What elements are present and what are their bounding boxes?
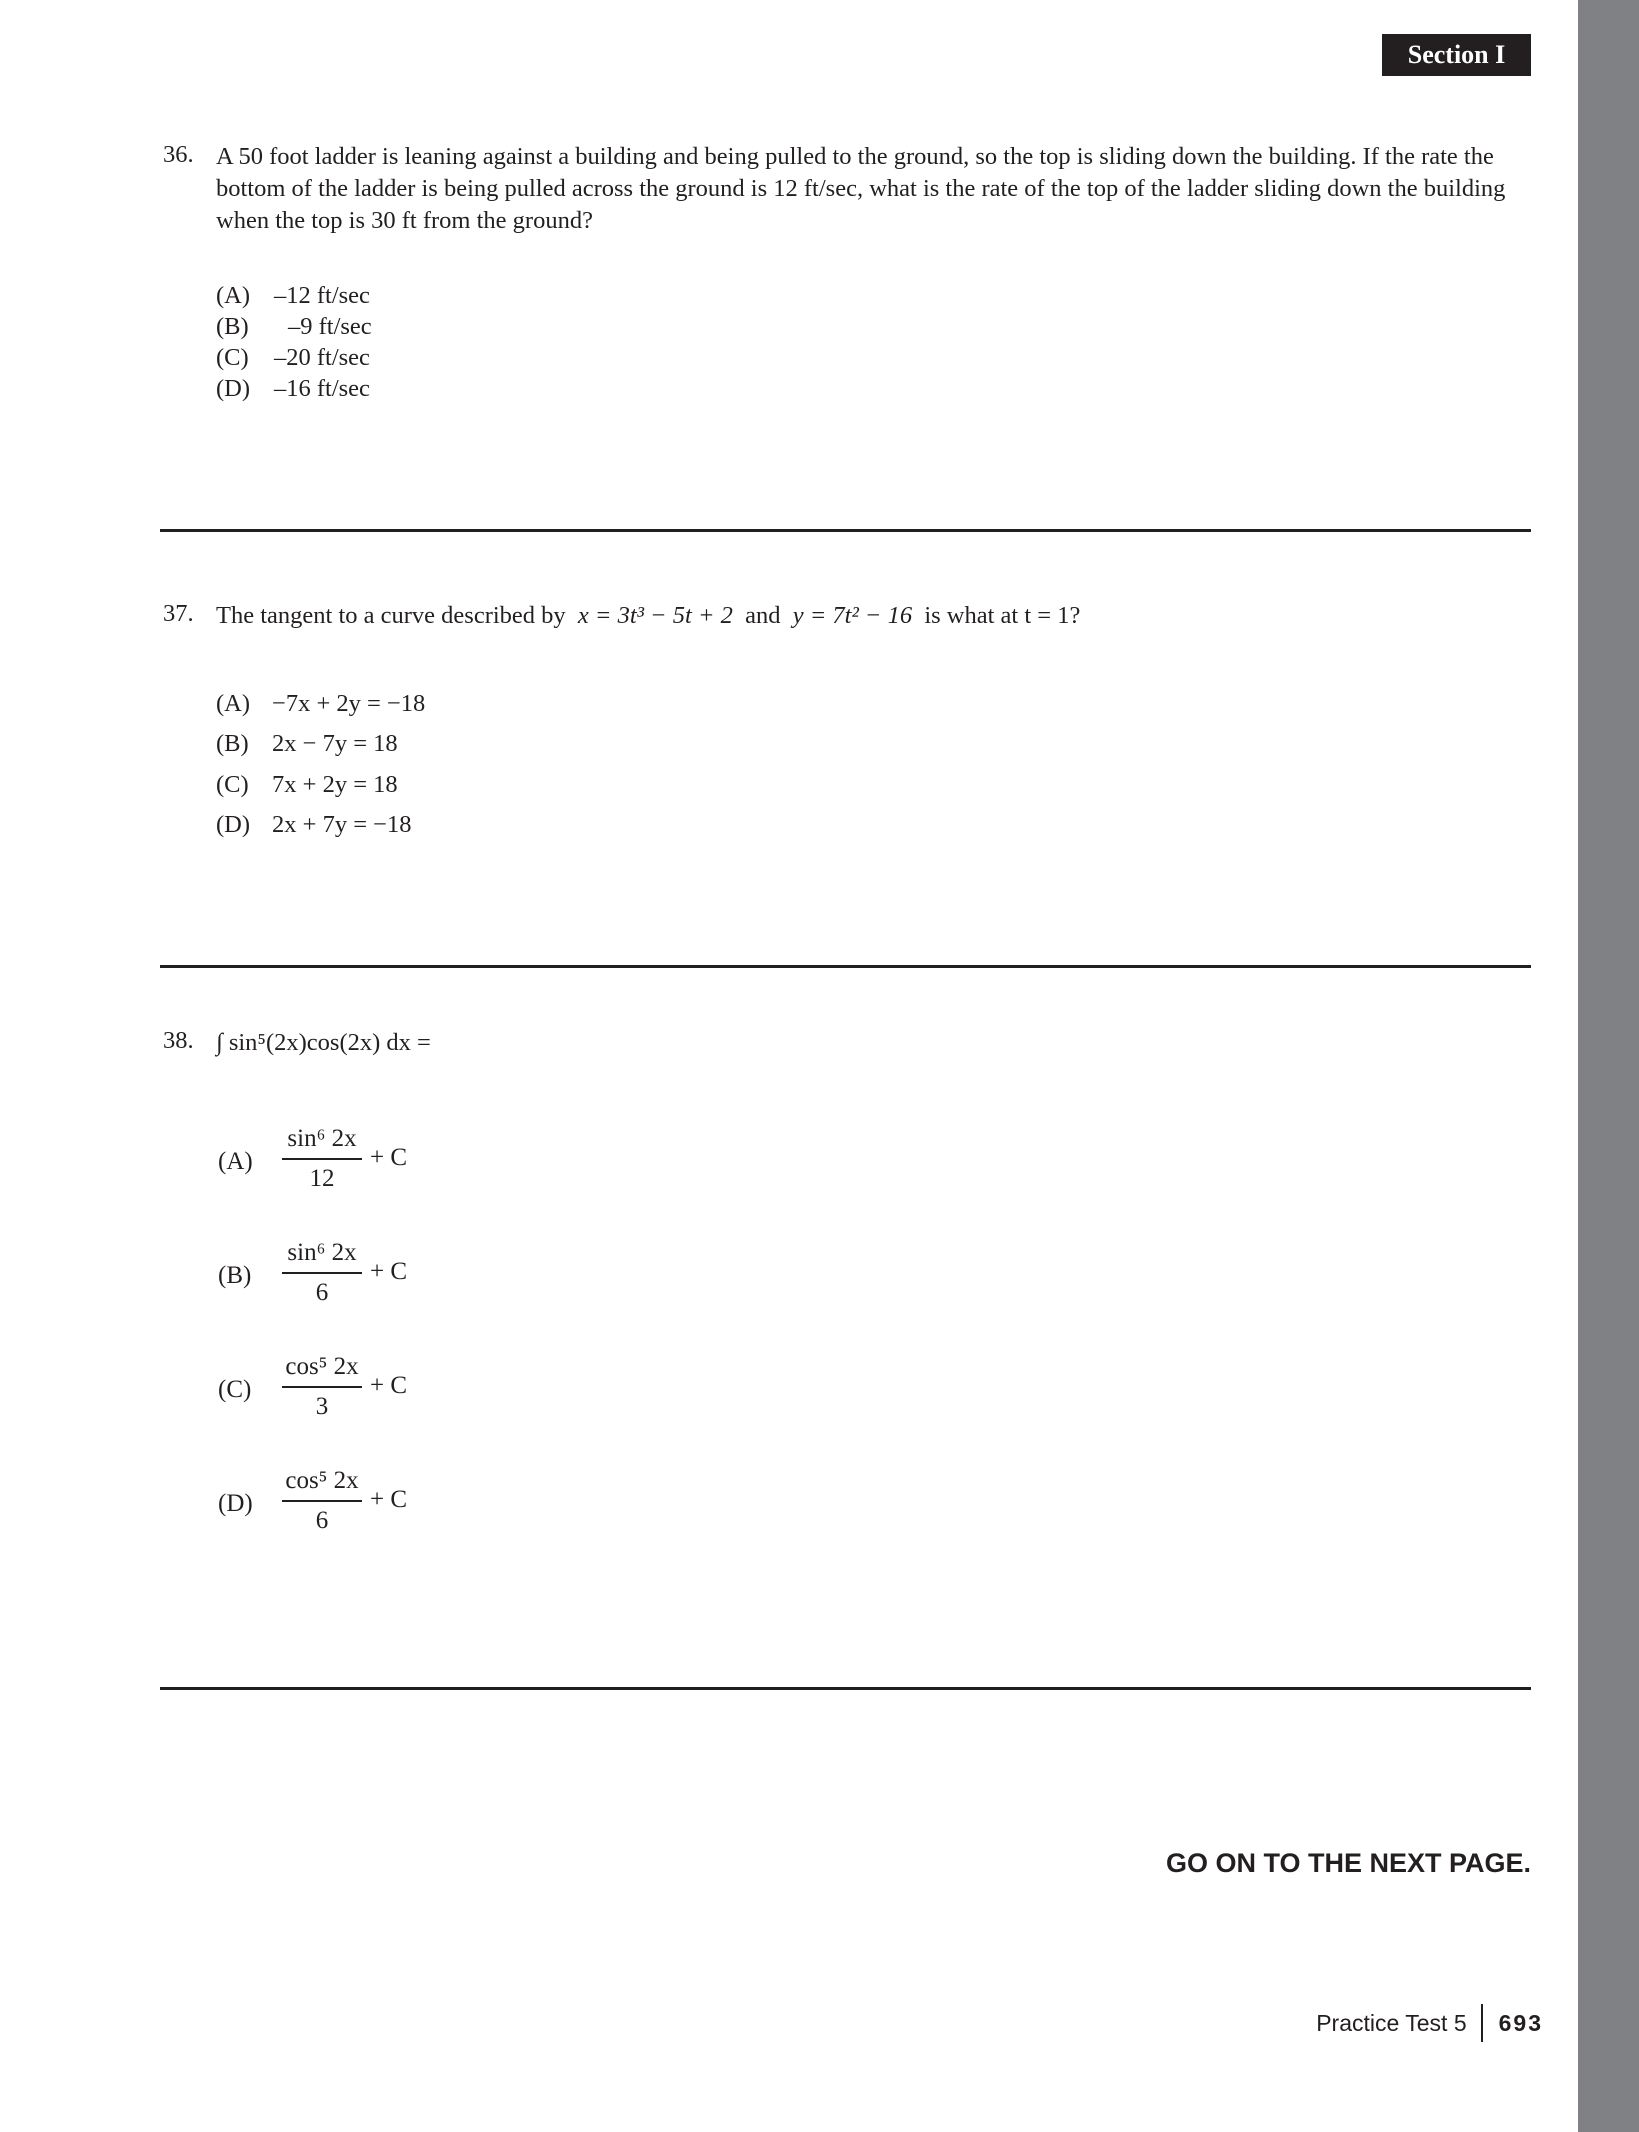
choice-label: (B)	[218, 1262, 252, 1289]
question-36-text: A 50 foot ladder is leaning against a building and being pulled to the ground, so the top is sliding down the building. If the rate the bottom of the ladder is being pulled across the ground is 12 ft/sec, what is the rate of the top of the ladder sliding down the building when the top is 30 ft from the ground?	[216, 143, 1506, 234]
constant: + C	[370, 1486, 408, 1513]
x-equation: x = 3t³ − 5t + 2	[577, 602, 733, 629]
numerator: sin⁶ 2x	[287, 1125, 357, 1152]
choice-label: (A)	[218, 1148, 253, 1175]
question-37-number: 37.	[163, 600, 194, 627]
choice-label: (C)	[216, 344, 249, 371]
denominator: 12	[309, 1165, 335, 1192]
constant: + C	[370, 1258, 408, 1285]
question-36-choice-a[interactable]	[216, 282, 370, 310]
divider	[160, 1687, 1531, 1690]
choice-label: (B)	[216, 313, 249, 340]
section-badge: Section I	[1382, 34, 1531, 76]
fraction-bar	[282, 1500, 362, 1502]
fraction-bar	[282, 1158, 362, 1160]
question-38-number: 38.	[163, 1027, 194, 1054]
divider	[160, 965, 1531, 968]
choice-text: 2x − 7y = 18	[272, 730, 398, 757]
numerator: cos⁵ 2x	[285, 1467, 359, 1494]
denominator: 3	[315, 1393, 329, 1420]
choice-label: (D)	[218, 1490, 253, 1517]
choice-text: −7x + 2y = −18	[272, 690, 426, 717]
question-36-number: 36.	[163, 141, 194, 168]
test-name: Practice Test 5	[1316, 2009, 1467, 2036]
question-37-prefix: The tangent to a curve described by	[216, 602, 566, 629]
question-36-choice-b[interactable]	[216, 313, 372, 341]
divider	[160, 529, 1531, 532]
y-equation: y = 7t² − 16	[792, 602, 913, 629]
question-37-choice-b[interactable]	[216, 730, 398, 758]
choice-text: 7x + 2y = 18	[272, 771, 398, 798]
denominator: 6	[315, 1507, 329, 1534]
question-37-choice-c[interactable]	[216, 771, 398, 799]
fraction	[282, 1464, 362, 1538]
question-36-choice-d[interactable]	[216, 375, 370, 403]
choice-label: (D)	[216, 811, 251, 838]
and-word: and	[745, 602, 781, 629]
choice-label: (C)	[216, 771, 249, 798]
go-on-notice: GO ON TO THE NEXT PAGE.	[1165, 1848, 1531, 1878]
question-36-choice-c[interactable]	[216, 344, 370, 372]
question-37-text	[216, 600, 1536, 632]
choice-text: –20 ft/sec	[274, 344, 370, 371]
numerator: cos⁵ 2x	[285, 1353, 359, 1380]
question-38-expression: ∫ sin⁵(2x)cos(2x) dx =	[216, 1029, 431, 1056]
denominator: 6	[315, 1279, 329, 1306]
constant: + C	[370, 1144, 408, 1171]
choice-text: –16 ft/sec	[274, 375, 370, 402]
question-37-choice-a[interactable]	[216, 690, 425, 718]
page-footer	[1316, 2004, 1543, 2042]
page-edge-tab	[1578, 0, 1639, 2132]
choice-text: –9 ft/sec	[288, 313, 372, 340]
fraction-bar	[282, 1386, 362, 1388]
choice-label: (A)	[216, 690, 251, 717]
footer-separator	[1481, 2004, 1483, 2042]
page-number: 693	[1498, 2009, 1543, 2036]
fraction	[282, 1122, 362, 1196]
choice-label: (D)	[216, 375, 251, 402]
choice-text: 2x + 7y = −18	[272, 811, 412, 838]
choice-label: (C)	[218, 1376, 252, 1403]
choice-label: (A)	[216, 282, 251, 309]
choice-label: (B)	[216, 730, 249, 757]
fraction	[282, 1350, 362, 1424]
constant: + C	[370, 1372, 408, 1399]
fraction-bar	[282, 1272, 362, 1274]
fraction	[282, 1236, 362, 1310]
numerator: sin⁶ 2x	[287, 1239, 357, 1266]
choice-text: –12 ft/sec	[274, 282, 370, 309]
question-37-choice-d[interactable]	[216, 811, 411, 839]
question-37-suffix: is what at t = 1?	[924, 602, 1081, 629]
